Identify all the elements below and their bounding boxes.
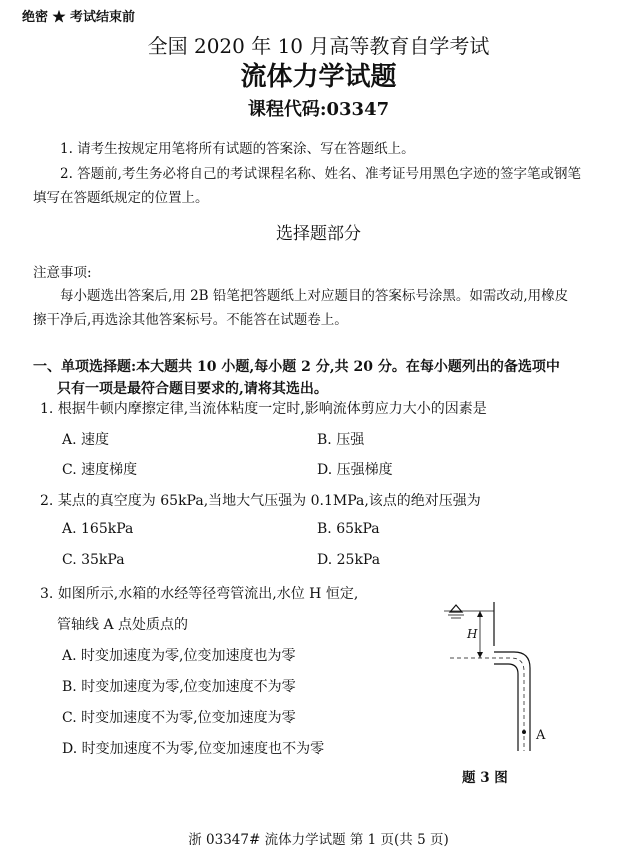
q1-option-c: C. 速度梯度 xyxy=(62,462,138,478)
page-footer: 浙 03347# 流体力学试题 第 1 页(共 5 页) xyxy=(188,832,449,848)
single-choice-heading: 一、单项选择题:本大题共 10 小题,每小题 2 分,共 20 分。在每小题列出的备选项中 xyxy=(33,359,560,375)
pipe-inner-wall xyxy=(494,652,530,751)
point-a-dot xyxy=(522,730,526,734)
instruction-1: 1. 请考生按规定用笔将所有试题的答案涂、写在答题纸上。 xyxy=(60,141,415,157)
subject-title: 流体力学试题 xyxy=(240,62,397,92)
confidential-label: 绝密 ★ 考试结束前 xyxy=(22,10,136,25)
single-choice-heading-cont: 只有一项是最符合题目要求的,请将其选出。 xyxy=(57,381,328,397)
question-1 xyxy=(40,398,487,418)
section-title: 选择题部分 xyxy=(276,224,361,244)
q2-option-a: A. 165kPa xyxy=(62,521,134,537)
tank-pipe-figure xyxy=(440,598,570,758)
q1-option-b: B. 压强 xyxy=(317,432,365,448)
attention-line-2: 擦干净后,再选涂其他答案标号。不能答在试题卷上。 xyxy=(33,312,348,328)
q1-option-a: A. 速度 xyxy=(62,432,110,448)
q3-option-c: C. 时变加速度不为零,位变加速度为零 xyxy=(62,710,296,726)
q3-option-d: D. 时变加速度不为零,位变加速度也不为零 xyxy=(62,741,325,757)
question-2 xyxy=(40,490,481,510)
question-number: 3. xyxy=(40,586,54,602)
question-3-cont: 管轴线 A 点处质点的 xyxy=(57,617,189,633)
course-code: 课程代码:03347 xyxy=(247,99,390,120)
q3-option-a: A. 时变加速度为零,位变加速度也为零 xyxy=(62,648,296,664)
pipe-axis xyxy=(450,658,524,751)
instruction-2-cont: 填写在答题纸规定的位置上。 xyxy=(33,190,209,206)
q2-option-d: D. 25kPa xyxy=(317,552,381,568)
q3-option-b: B. 时变加速度为零,位变加速度不为零 xyxy=(62,679,296,695)
point-a-label: A xyxy=(536,728,546,743)
exam-title: 全国 2020 年 10 月高等教育自学考试 xyxy=(147,34,490,58)
question-text: 某点的真空度为 65kPa,当地大气压强为 0.1MPa,该点的绝对压强为 xyxy=(57,493,481,509)
figure-caption: 题 3 图 xyxy=(462,770,508,786)
h-label: H xyxy=(467,627,478,641)
q1-option-d: D. 压强梯度 xyxy=(317,462,393,478)
attention-line-1: 每小题选出答案后,用 2B 铅笔把答题纸上对应题目的答案标号涂黑。如需改动,用橡皮 xyxy=(60,288,569,304)
pipe-outer-wall xyxy=(494,664,518,751)
question-text: 如图所示,水箱的水经等径弯管流出,水位 H 恒定, xyxy=(57,586,359,602)
attention-label: 注意事项: xyxy=(33,265,92,281)
instruction-2: 2. 答题前,考生务必将自己的考试课程名称、姓名、准考证号用黑色字迹的签字笔或钢笔 xyxy=(60,166,581,182)
question-number: 2. xyxy=(40,493,54,509)
q2-option-b: B. 65kPa xyxy=(317,521,380,537)
q2-option-c: C. 35kPa xyxy=(62,552,125,568)
question-3 xyxy=(40,583,358,603)
question-text: 根据牛顿内摩擦定律,当流体粘度一定时,影响流体剪应力大小的因素是 xyxy=(57,401,487,417)
question-number: 1. xyxy=(40,401,54,417)
